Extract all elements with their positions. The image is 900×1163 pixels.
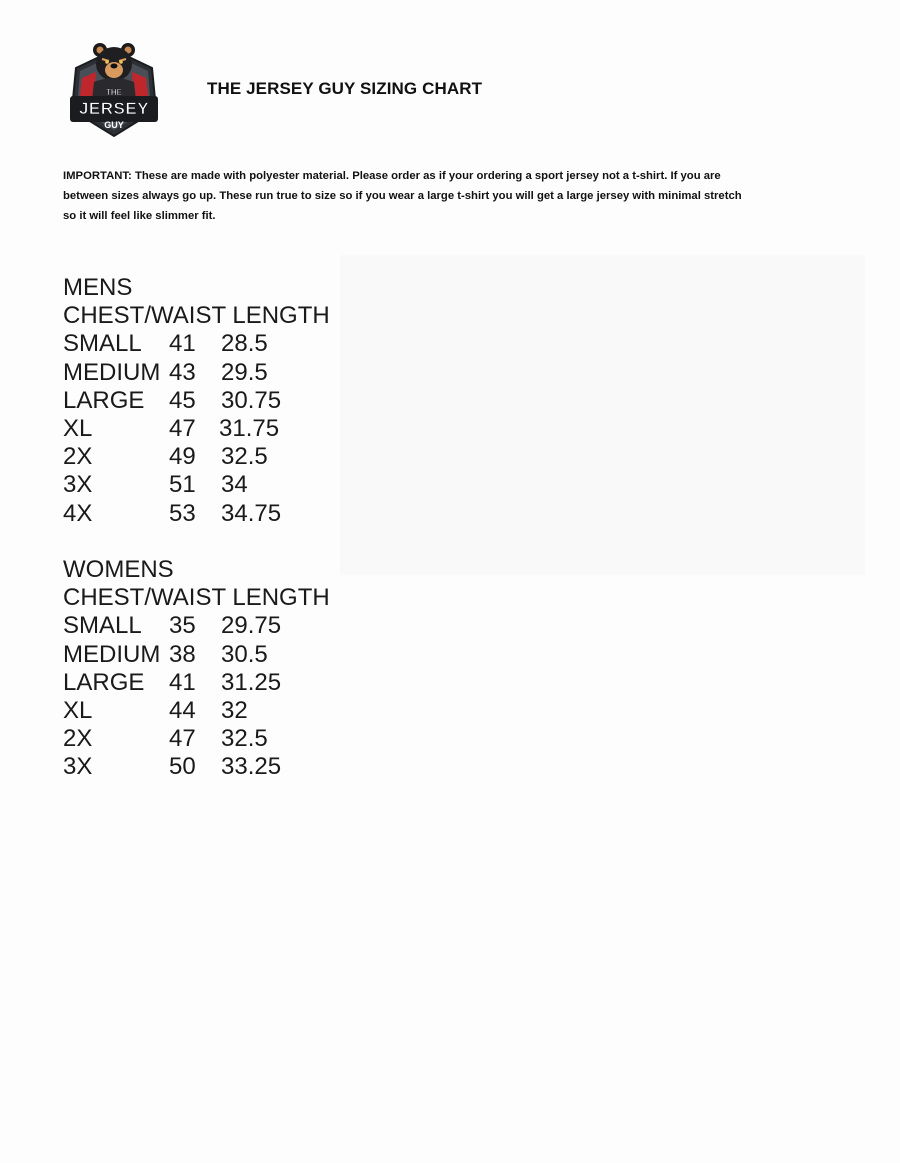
chest-waist-value: 41 (169, 330, 196, 358)
notice-line: between sizes always go up. These run true to size so if you wear a large t-shirt you will get a large jersey with minimal stretch (63, 190, 742, 202)
length-value: 29.75 (221, 612, 282, 640)
size-row (63, 641, 330, 669)
size-label: 2X (63, 725, 93, 753)
size-row (63, 612, 330, 640)
size-row (63, 415, 330, 443)
page-title: THE JERSEY GUY SIZING CHART (207, 79, 483, 98)
size-label: LARGE (63, 386, 145, 414)
chest-waist-value: 53 (169, 499, 196, 527)
jersey-guy-bear-logo (66, 38, 162, 138)
chest-waist-value: 38 (169, 640, 196, 668)
size-label: LARGE (63, 668, 145, 696)
notice-line: so it will feel like slimmer fit. (63, 210, 216, 222)
size-row (63, 471, 330, 499)
length-value: 34 (221, 471, 248, 499)
length-value: 32.5 (221, 443, 268, 471)
size-row (63, 753, 330, 781)
womens-column-headers: CHEST/WAIST LENGTH (63, 584, 330, 612)
size-label: SMALL (63, 612, 142, 640)
mens-size-chart (63, 274, 330, 528)
length-value: 31.25 (221, 668, 282, 696)
chest-waist-value: 43 (169, 358, 196, 386)
chest-waist-value: 35 (169, 612, 196, 640)
size-row (63, 725, 330, 753)
size-row (63, 359, 330, 387)
length-value: 32 (221, 696, 248, 724)
mens-column-headers: CHEST/WAIST LENGTH (63, 302, 330, 330)
size-label: 2X (63, 443, 93, 471)
size-row (63, 330, 330, 358)
length-value: 30.5 (221, 640, 268, 668)
size-label: XL (63, 696, 93, 724)
chest-waist-value: 44 (169, 696, 196, 724)
size-row (63, 669, 330, 697)
length-value: 33.25 (221, 753, 282, 781)
size-label: XL (63, 414, 93, 442)
size-label: MEDIUM (63, 640, 161, 668)
chest-waist-value: 49 (169, 443, 196, 471)
chest-waist-value: 41 (169, 668, 196, 696)
chest-waist-value: 50 (169, 753, 196, 781)
length-value: 28.5 (221, 330, 268, 358)
chest-waist-value: 45 (169, 386, 196, 414)
womens-size-chart (63, 556, 330, 782)
length-value: 31.75 (219, 414, 280, 442)
size-label: MEDIUM (63, 358, 161, 386)
length-value: 29.5 (221, 358, 268, 386)
size-label: 3X (63, 471, 93, 499)
logo-text-jersey: JERSEY (78, 99, 150, 118)
chest-waist-value: 51 (169, 471, 196, 499)
chest-waist-value: 47 (169, 725, 196, 753)
size-label: 3X (63, 753, 93, 781)
logo-text-guy: GUY (104, 120, 124, 130)
chest-waist-value: 47 (169, 414, 196, 442)
length-value: 32.5 (221, 725, 268, 753)
notice-line: IMPORTANT: These are made with polyester material. Please order as if your ordering a sport jersey not a t-shirt. If you are (63, 170, 721, 182)
length-value: 34.75 (221, 499, 282, 527)
size-row (63, 500, 330, 528)
mens-heading: MENS (63, 274, 133, 301)
size-label: SMALL (63, 330, 142, 358)
background-panel (340, 255, 865, 575)
size-label: 4X (63, 499, 93, 527)
womens-heading: WOMENS (63, 556, 174, 583)
size-row (63, 387, 330, 415)
size-row (63, 443, 330, 471)
size-row (63, 697, 330, 725)
length-value: 30.75 (221, 386, 282, 414)
logo-text-the: THE (106, 88, 122, 97)
important-notice (63, 166, 783, 226)
